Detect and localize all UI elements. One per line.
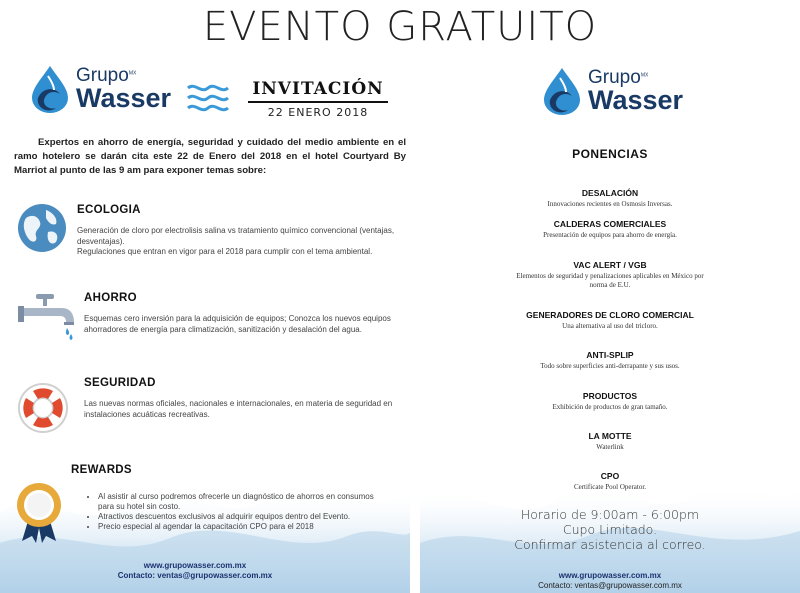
ponencia-desc: Waterlink [596, 443, 624, 451]
rewards-item: • Precio especial al agendar la capacitación CPO para el 2018 [98, 522, 384, 532]
section-seguridad-title: SEGURIDAD [84, 377, 156, 389]
schedule-confirm: Confirmar asistencia al correo. [514, 537, 706, 552]
logo-grupo-text: Grupo [76, 65, 129, 86]
ponencia-desc: Elementos de seguridad y penalizaciones aplicables en México por norma de E.U. [516, 272, 704, 289]
schedule-hours: Horario de 9:00am - 6:00pm [520, 507, 700, 522]
website-link[interactable]: www.grupowasser.com.mx [143, 561, 247, 570]
grupo-wasser-logo [540, 66, 683, 116]
rewards-title: REWARDS [71, 464, 132, 476]
schedule-block [420, 507, 800, 552]
ponencia-item [420, 471, 800, 492]
contact-email[interactable]: Contacto: ventas@grupowasser.com.mx [117, 571, 273, 580]
ponencia-name: CALDERAS COMERCIALES [553, 219, 667, 229]
page-title: EVENTO GRATUITO [202, 4, 598, 50]
ponencia-item [420, 260, 800, 290]
ponencia-name: GENERADORES DE CLORO COMERCIAL [526, 310, 694, 320]
section-ecologia [77, 204, 397, 258]
section-ecologia-text [77, 226, 397, 258]
ponencia-item [420, 219, 800, 240]
ponencia-item [420, 310, 800, 331]
ponencia-name: DESALACIÓN [581, 188, 639, 198]
ponencia-name: PRODUCTOS [582, 391, 638, 401]
ponencia-desc: Exhibición de productos de gran tamaño. [552, 403, 668, 411]
logo-mark: MX [640, 72, 649, 79]
section-ahorro-line: Esquemas cero inversión para la adquisición de equipos; Conozca los nuevos equipos ahorradores de energía para climatización, sanitización y desalación del agua. [84, 314, 391, 334]
logo-mark: MX [128, 70, 137, 77]
section-ecologia-line: Regulaciones que entran en vigor para el 2018 para cumplir con el tema ambiental. [77, 247, 373, 256]
schedule-limit: Cupo Limitado. [562, 522, 658, 537]
ponencia-desc: Innovaciones recientes en Osmosis Inversas. [547, 200, 673, 208]
invitation-title: INVITACIÓN [248, 79, 388, 103]
lifebuoy-icon [16, 381, 70, 435]
logo-grupo-text: Grupo [588, 67, 641, 88]
ponencia-desc: Todo sobre superficies anti-derrapante y sus usos. [540, 362, 680, 370]
rewards-title-wrap [71, 464, 191, 476]
ponencia-name: VAC ALERT / VGB [573, 260, 647, 270]
rewards-section [84, 484, 384, 532]
ponencia-desc: Presentación de equipos para ahorro de energía. [543, 231, 677, 239]
section-ahorro-text [84, 314, 394, 335]
waves-icon [186, 82, 230, 114]
medal-icon [14, 481, 64, 543]
section-seguridad-line: Las nuevas normas oficiales, nacionales e internacionales, en materia de seguridad en instalaciones acuáticas recreativas. [84, 399, 393, 419]
ponencia-item [420, 431, 800, 452]
invitation-date: 22 ENERO 2018 [267, 106, 369, 119]
section-seguridad-text [84, 399, 399, 420]
section-ecologia-line: Generación de cloro por electrolisis salina vs tratamiento químico convencional (ventajas, desventajas). [77, 226, 395, 246]
contact-block-left [60, 561, 330, 581]
logo-wasser-text: Wasser [588, 85, 684, 115]
contact-block-right [480, 571, 740, 591]
grupo-wasser-logo [28, 64, 171, 114]
ponencia-item [420, 188, 800, 209]
section-ahorro-title: AHORRO [84, 292, 137, 304]
ponencias-panel [420, 56, 800, 593]
ponencia-item [420, 350, 800, 371]
ponencia-desc: Una alternativa al uso del tricloro. [562, 322, 658, 330]
faucet-icon [16, 290, 76, 342]
logo-wasser-text: Wasser [76, 83, 172, 113]
rewards-item: • Atractivos descuentos exclusivos al adquirir equipos dentro del Evento. [98, 512, 384, 522]
ponencia-name: CPO [600, 471, 620, 481]
section-seguridad [84, 377, 399, 420]
ponencia-name: LA MOTTE [588, 431, 632, 441]
globe-icon [16, 202, 68, 254]
ponencia-name: ANTI-SPLIP [586, 350, 634, 360]
ponencia-desc: Certificate Pool Operator. [573, 483, 647, 491]
rewards-list [84, 492, 384, 532]
ponencias-title: PONENCIAS [572, 147, 648, 161]
website-link[interactable]: www.grupowasser.com.mx [558, 571, 662, 580]
water-drop-logo-icon [28, 64, 72, 114]
section-ahorro [84, 292, 394, 335]
contact-email[interactable]: Contacto: ventas@grupowasser.com.mx [538, 581, 682, 590]
water-drop-logo-icon [540, 66, 584, 116]
section-ecologia-title: ECOLOGIA [77, 204, 141, 216]
ponencia-item [420, 391, 800, 412]
invitation-header [248, 79, 388, 119]
rewards-item: • Al asistir al curso podremos ofrecerle un diagnóstico de ahorros en consumos para su hotel sin costo. [98, 492, 384, 512]
invitation-panel [0, 56, 410, 593]
intro-paragraph: Expertos en ahorro de energía, seguridad y cuidado del medio ambiente en el ramo hotelero se darán cita este 22 de Enero del 2018 en el hotel Courtyard By Marriot al punto de las 9 am para exponer temas sobre: [14, 137, 406, 176]
